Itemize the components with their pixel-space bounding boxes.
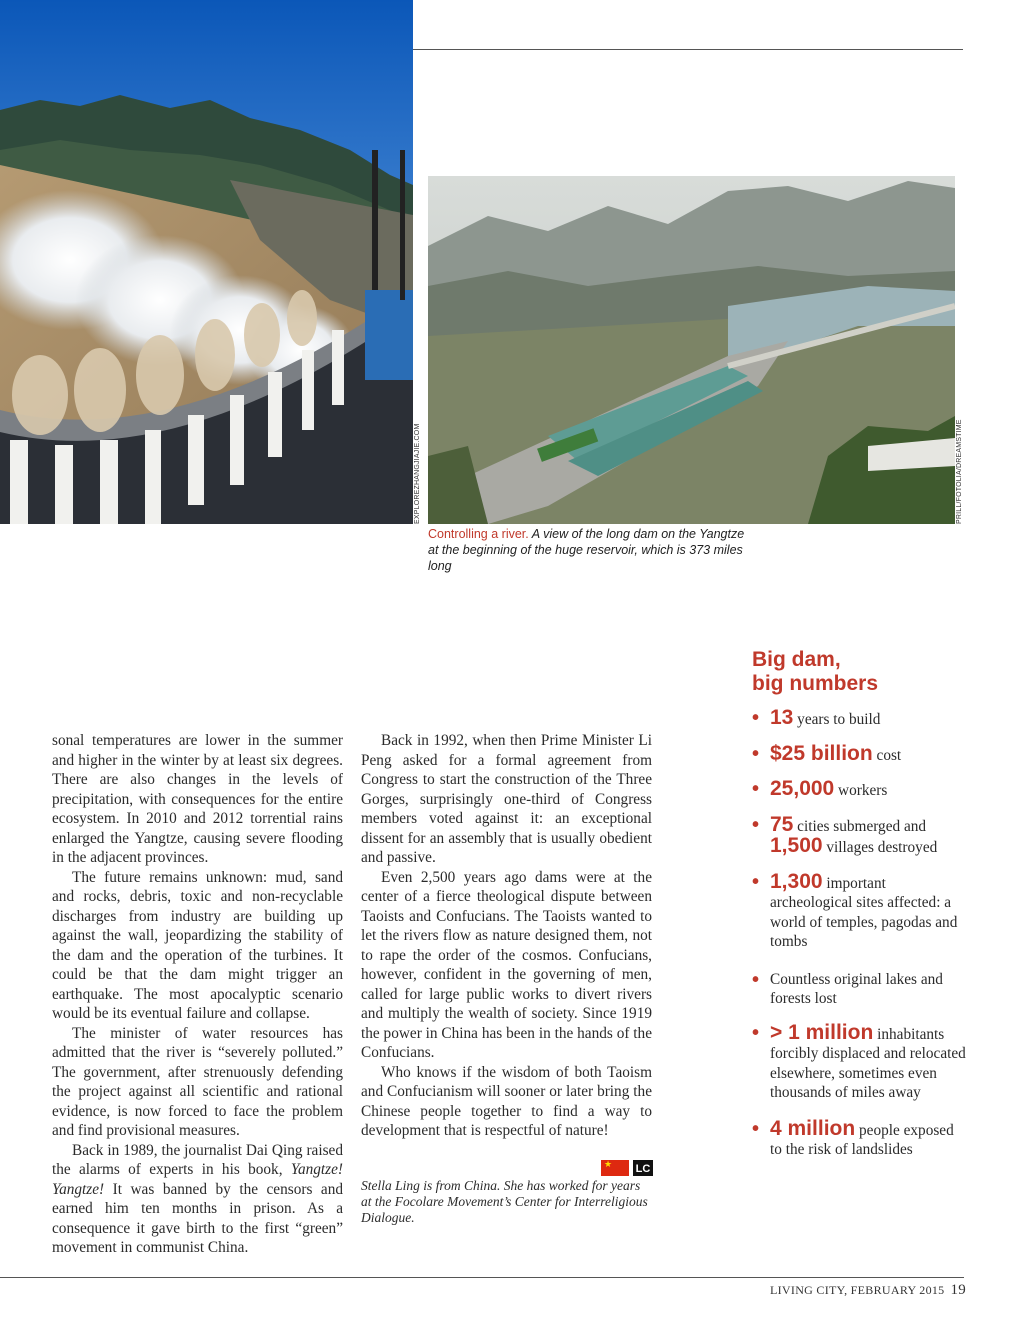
list-item <box>752 812 967 858</box>
stat-number: 25,000 <box>770 777 835 800</box>
photo-credit-left: EXPLOREZHANGJIAJIE.COM <box>414 423 421 524</box>
spillway-photo <box>0 0 413 524</box>
sidebar-title-line: big numbers <box>752 672 879 695</box>
article-column-1 <box>52 731 343 1258</box>
stat-text: Countless original lakes and forests lost <box>770 970 943 1007</box>
stat-text: cost <box>872 746 902 764</box>
stat-text: cities submerged and <box>793 817 927 835</box>
caption-lead: Controlling a river. <box>428 527 529 541</box>
stat-number: $25 billion <box>770 741 873 765</box>
big-numbers-list <box>752 708 967 1160</box>
sidebar-title <box>752 648 972 696</box>
stat-text: important archeological sites affected: a world of temples, pagodas and tombs <box>770 874 958 950</box>
list-item <box>752 708 967 730</box>
end-marks <box>601 1160 653 1176</box>
stat-number: 13 <box>770 706 794 729</box>
top-rule <box>413 49 963 50</box>
bullet-icon: • <box>752 742 760 765</box>
photo-caption <box>428 526 758 574</box>
bottom-rule <box>0 1277 964 1278</box>
paragraph: The minister of water resources has admitted that the river is “severely polluted.” The government, after strenuously defending the project against all scientific and rational evidence, is now forced to face the problem and find provisional measures. <box>52 1024 343 1139</box>
caption-text: A view of the long dam on the Yangtze at the beginning of the huge reservoir, which is 373 miles long <box>428 527 745 573</box>
stat-number: 1,300 <box>770 869 823 893</box>
article-column-2 <box>361 731 652 1141</box>
bullet-icon: • <box>752 968 760 991</box>
photo-credit-right: PRILL/FOTOLIA/DREAMSTIME <box>956 419 963 524</box>
list-item <box>752 970 967 1009</box>
page-footer <box>770 1282 966 1299</box>
paragraph-text: It was banned by the censors and earned him ten months in prison. As a consequence it gave birth to the first “green” movement in communist China. <box>52 1180 343 1256</box>
stat-text: workers <box>834 782 888 799</box>
bullet-icon: • <box>752 1117 760 1140</box>
bullet-icon: • <box>752 870 760 893</box>
author-bio: Stella Ling is from China. She has worked for years at the Focolare Movement’s Center for Interreligious Dialogue. <box>361 1178 648 1225</box>
stat-text: people exposed to the risk of landslides <box>770 1121 954 1158</box>
list-item <box>752 1116 967 1160</box>
stat-number: 75 <box>770 812 794 836</box>
book-title: Yangtze! Yangtze! <box>52 1161 343 1198</box>
paragraph-text: Back in 1989, the journalist Dai Qing raised the alarms of experts in his book, <box>52 1141 343 1178</box>
bullet-icon: • <box>752 1021 760 1044</box>
bullet-icon: • <box>752 778 760 800</box>
stat-text: inhabitants forcibly displaced and relocated elsewhere, sometimes even thousands of miles away <box>770 1025 966 1101</box>
list-item <box>752 869 967 952</box>
stat-number: 1,500 <box>770 834 823 857</box>
list-item <box>752 741 967 766</box>
living-city-logo-icon: LC <box>633 1160 653 1176</box>
stat-number: 4 million <box>770 1116 856 1140</box>
paragraph: sonal temperatures are lower in the summer and higher in the winter by at least six degrees. There are also changes in the levels of precipitation, with consequences for the entire ecosystem. In 2010 and 2012 torrential rains enlarged the Yangtze, causing severe flooding in the adjacent provinces. <box>52 732 343 866</box>
bullet-icon: • <box>752 813 760 836</box>
list-item <box>752 779 967 801</box>
list-item <box>752 1020 967 1103</box>
china-flag-icon: ★ <box>601 1160 629 1176</box>
paragraph: The future remains unknown: mud, sand and rocks, debris, toxic and non-recyclable discharges from industry are building up against the wall, jeopardizing the stability of the dam and the operation of the turbines. It could be that the dam might trigger an earthquake. The most apocalyptic scenario would be its eventual failure and collapse. <box>52 868 343 1022</box>
page-number: 19 <box>950 1282 967 1298</box>
paragraph: Even 2,500 years ago dams were at the center of a fierce theological dispute between Taoists and Confucians. The Taoists wanted to let the rivers flow as nature designed them, not to rape the order of the cosmos. Confucians, however, confident in the governing of men, called for large public works to divert rivers and multiply the wealth of society. Since 1919 the power in China has been in the hands of the Confucians. <box>361 868 652 1061</box>
paragraph: Who knows if the wisdom of both Taoism and Confucianism will sooner or later bring the Chinese people together to find a way to development that is respectful of nature! <box>361 1063 652 1139</box>
stat-text: villages destroyed <box>822 839 938 856</box>
dam-locks-photo <box>428 176 955 524</box>
paragraph <box>52 1141 343 1258</box>
stat-text: years to build <box>793 711 881 728</box>
magazine-issue: LIVING CITY, FEBRUARY 2015 <box>770 1283 945 1297</box>
sidebar-title-line: Big dam, <box>752 648 841 671</box>
paragraph: Back in 1992, when then Prime Minister Li Peng asked for a formal agreement from Congress to start the construction of the Three Gorges, surprisingly one-third of Congress members voted against it: an exceptional dissent for an assembly that is usually obedient and passive. <box>361 732 652 866</box>
bullet-icon: • <box>752 707 760 729</box>
stat-number: > 1 million <box>770 1020 874 1044</box>
